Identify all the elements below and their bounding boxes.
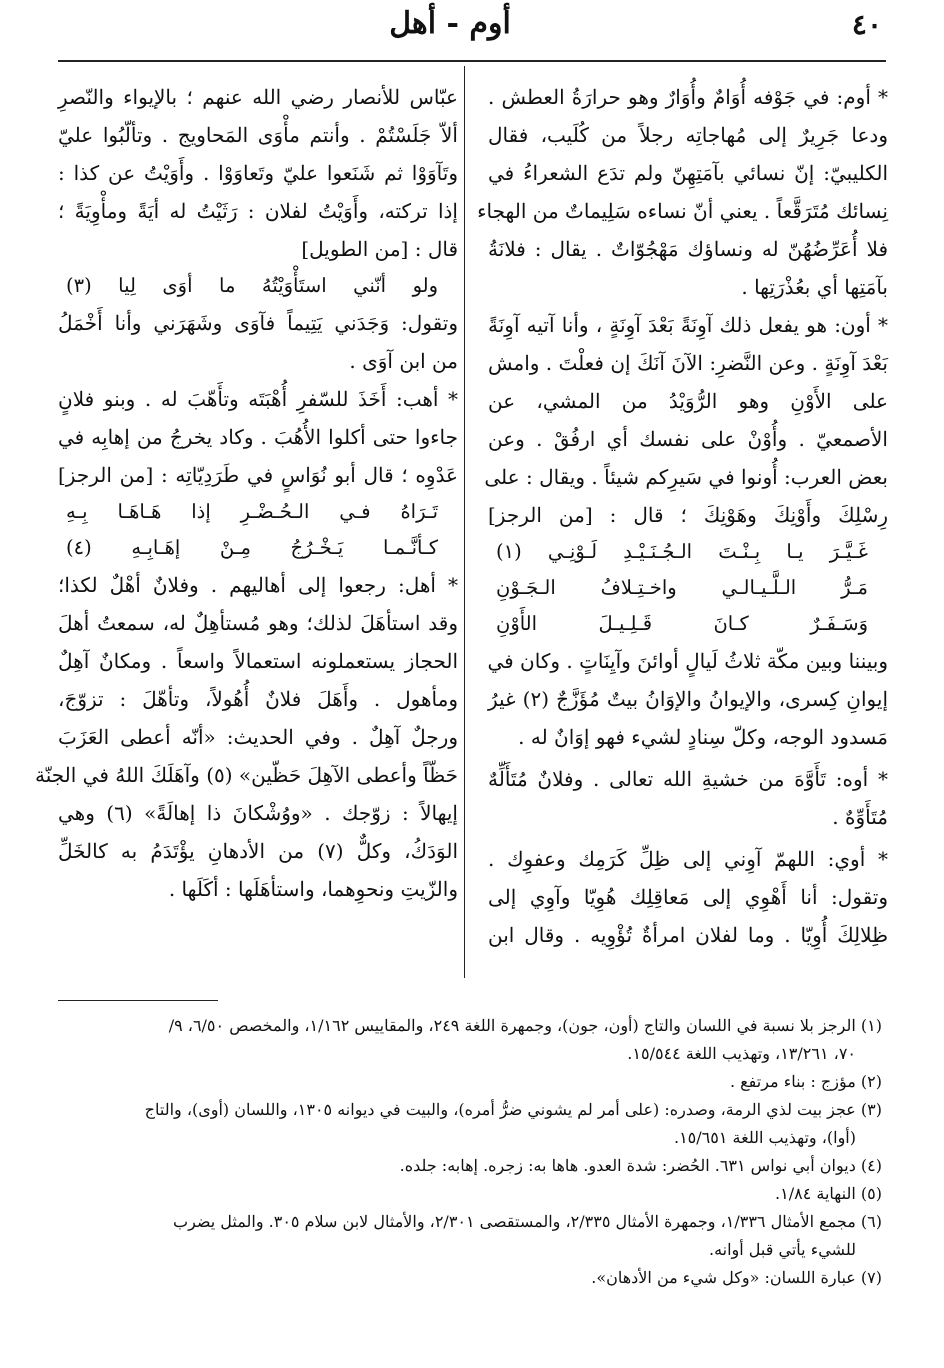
footnote-continuation: للشيء يأتي قبل أوانه. xyxy=(708,1240,856,1259)
column-divider xyxy=(464,66,465,978)
text-line: وتقول: أنا أَهْوِي إلى مَعاقِلِك هُوِيّا وآوِي إلى xyxy=(488,885,888,909)
footnote: (٥) النهاية ١/٨٤. xyxy=(775,1184,882,1203)
text-line: والزّيتِ ونحوِهما، واستأهَلَها : أكَلَها . xyxy=(168,877,458,901)
page-number: ٤٠ xyxy=(851,8,882,41)
entry-line: * أون: هو يفعل ذلك آوِنَةً بَعْدَ آوِنَةٍ ، وأنا آتيه آوِنَةً xyxy=(488,313,888,337)
verse-line: وَسَـفَـرٌ كـانَ قَـلِـيـلَ الأَوْنِ xyxy=(496,612,868,635)
left-column xyxy=(34,78,459,908)
footnote-rule xyxy=(58,1000,218,1001)
meter-label: قال : [من الطويل] xyxy=(301,237,458,261)
text-line: فلا أُعَرِّضُهُنّ له ونساؤك مَهْجُوّاتٌ . يقال : فلانَةُ xyxy=(488,237,888,261)
footnote: (٣) عجز بيت لذي الرمة، وصدره: (على أمر لم يشوني ضرُّ أمره)، والبيت في ديوانه ١٣٠٥، واللسان (أوى)، والتاج xyxy=(144,1100,882,1119)
text-line: ودعا جَرِيرٌ إلى مُهاجاتِه رجلاً من كُلَيب، فقال xyxy=(488,123,888,147)
text-line: حَظّاً وأعطى الآهِلَ حَظّين» (٥) وآهَلَكَ اللهُ في الجنّة xyxy=(34,763,458,787)
text-line: وقد استأهَلَ لذلك؛ وهو مُستأهِلٌ له، سمعتُ أهلَ xyxy=(58,611,458,635)
verse-line: كـأنَّـمـا يَـخْـرُجُ مِـنْ إهَـابِـهِ (٤) xyxy=(66,536,438,559)
text-line: الكليبيّ: إنّ نسائي بآمَتِهِنّ ولم تدَع الشعراءُ في xyxy=(488,161,888,185)
text-line: نِسائك مُتَرَقَّعاً . يعني أنّ نساءه سَلِيماتٌ من الهجاء xyxy=(477,199,888,223)
text-line: إذا تركته، وأَوَيْتُ لفلان : رَثَيْتُ له أيَةً ومأْوِيَةً ؛ xyxy=(58,199,458,223)
header-rule xyxy=(58,60,886,62)
text-line: ظِلالِكَ أُوِيّا . وما لفلان امرأةٌ تُؤْوِيه . وقال ابن xyxy=(488,923,888,947)
text-line: بعض العرب: أُونوا في سَيرِكم شيئاً . ويقال : على xyxy=(484,465,888,489)
text-line: الوَدَكُ، وكلٌّ (٧) من الأدهانِ يؤْتَدَمُ به كالخَلِّ xyxy=(58,839,459,863)
verse-line: تَـرَاهُ فـي الـحُـضْـرِ إذا هَـاهَـا بِـهِ xyxy=(66,500,438,523)
text-line: وتقول: وَجَدَني يَتِيماً فآوَى وشَهَرَني وأنا أَخْمَلُ xyxy=(58,311,458,335)
text-line: مُتَأَوِّهٌ . xyxy=(832,805,888,829)
footnote: (٧) عبارة اللسان: «وكل شيء من الأدهان». xyxy=(591,1268,882,1287)
entry-line: * أوه: تَأَوَّهَ من خشيةِ الله تعالى . وفلانٌ مُتَأَلِّهٌ xyxy=(488,767,888,791)
verse-line: ولو أنّني استَأْوَيْتُهُ ما أوَى لِيا (٣) xyxy=(66,274,438,297)
text-line: الحجاز يستعملونه استعمالاً واسعاً . ومكانٌ آهِلٌ xyxy=(58,649,458,673)
verse-line: مَـرُّ الـلَّـيـالـي واخـتِـلافُ الـجَـوْنِ xyxy=(496,576,868,599)
text-line: رِسْلِكَ وأَوْنِكَ وهَوْنِكَ ؛ قال : [من الرجز] xyxy=(488,503,888,527)
text-line: * أوم: في جَوْفه أُوَامٌ وأُوَارٌ وهو حرارَةُ العطش . xyxy=(488,85,888,109)
text-line: بآمَتِها أي بعُذْرَتِها . xyxy=(741,275,888,299)
entry-line: * أهب: أَخَذَ للسّفرِ أُهْبَتَه وتأَهّبَ له . وبنو فلانٍ xyxy=(58,387,458,411)
footnote: (١) الرجز بلا نسبة في اللسان والتاج (أون، جون)، وجمهرة اللغة ٢٤٩، والمقاييس ١/١٦٢، والمخصص ٦/٥٠، ٩/ xyxy=(168,1016,882,1035)
footnote-continuation: (أوا)، وتهذيب اللغة ١٥/٦٥١. xyxy=(673,1128,856,1147)
text-line: جاءوا حتى أكلوا الأُهُبَ . وكاد يخرجُ من إهابِه في xyxy=(58,425,458,449)
text-line: وبيننا وبين مكّة ثلاثُ لَيالٍ أوائنَ وآيِنَاتٍ . وكان في xyxy=(487,649,888,673)
entry-line: * أهل: رجعوا إلى أهاليهم . وفلانٌ أهْلٌ لكذا؛ xyxy=(58,573,458,597)
text-line: على الأَوْنِ وهو الرُّوَيْدُ من المشي، عن xyxy=(488,389,888,413)
text-line: من ابن آوَى . xyxy=(349,349,458,373)
footnotes xyxy=(58,1012,882,1292)
footnote: (٢) مؤزج : بناء مرتفع . xyxy=(729,1072,882,1091)
text-line: ورجلٌ آهِلٌ . وفي الحديث: «أنّه أعطى العَزَبَ xyxy=(58,725,458,749)
page-running-title: أوم - أهل xyxy=(389,6,511,41)
right-column xyxy=(477,78,888,954)
text-line: بَعْدَ آوِنَةٍ . وعن النَّضرِ: الآنَ آنَكَ إن فعلْتَ . وامش xyxy=(488,351,888,375)
text-line: الأصمعيّ . وأُوْنْ على نفسك أي ارفُقْ . وعن xyxy=(488,427,888,451)
text-line: عَدْوِه ؛ قال أبو نُوَاسٍ في طَرَدِيّاتِه : [من الرجز] xyxy=(58,463,458,487)
text-line: مَسدود الوجه، وكلّ سِنادٍ لشيء فهو إوَانٌ له . xyxy=(518,725,888,749)
text-line: وتَآوَوْا ثم شَنَعوا عليّ وتَعاوَوْا . وأَوَيْتُ عن كذا : xyxy=(58,161,458,185)
text-line: ومأهول . وأَهَلَ فلانٌ أُهُولاً، وتأهّلَ : تزوّجَ، xyxy=(58,687,458,711)
footnote-continuation: ٧٠، ١٣/٢٦١، وتهذيب اللغة ١٥/٥٤٤. xyxy=(627,1044,856,1063)
verse-line: غَـيَّـرَ يـا بِـنْـتَ الـجُـنَـيْـدِ لَـوْنِـي (١) xyxy=(496,540,868,563)
text-line: إيوانِ كِسرى، والإيوانُ والإوَانُ بيتٌ مُؤَزَّجٌ (٢) غيرُ xyxy=(488,687,888,711)
text-line: عبّاس للأنصار رضي الله عنهم ؛ بالإيواء والنّصرِ xyxy=(58,85,458,109)
text-line: إيهالاً : زوّجك . «ووُشْكانَ ذا إهالَةً» (٦) وهي xyxy=(58,801,458,825)
footnote: (٤) ديوان أبي نواس ٦٣١. الحُضر: شدة العدو. هاها به: زجره. إهابه: جلده. xyxy=(399,1156,882,1175)
entry-line: * أوي: اللهمّ آوِني إلى ظِلِّ كَرَمِك وعفوِك . xyxy=(488,847,888,871)
text-line: ألاّ جَلَسْتُمْ . وأنتم مأْوَى المَحاويج . وتألّبُوا عليّ xyxy=(58,123,458,147)
footnote: (٦) مجمع الأمثال ١/٣٣٦، وجمهرة الأمثال ٢/٣٣٥، والمستقصى ٢/٣٠١، والأمثال لابن سلام ٣٠٥. والمثل يضرب xyxy=(173,1212,882,1231)
